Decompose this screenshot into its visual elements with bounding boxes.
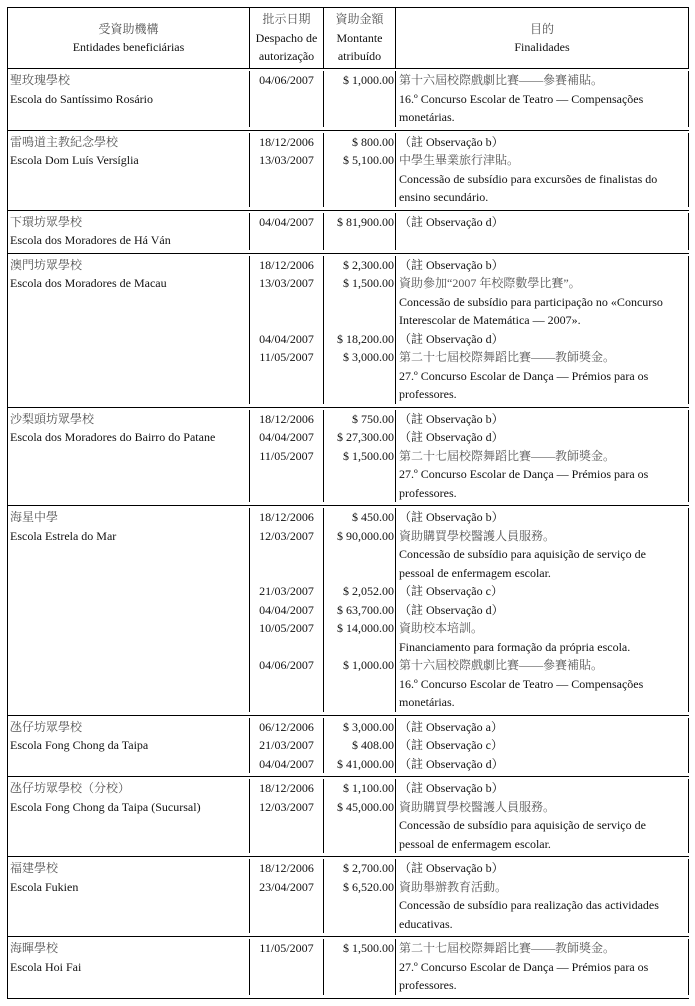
purpose-line: Concessão de subsídio para aquisição de serviço de — [399, 818, 646, 832]
header-purpose-pt: Finalidades — [514, 40, 570, 54]
amount: $ 450.00 — [352, 510, 394, 524]
authorization-date: 18/12/2006 — [259, 411, 314, 426]
date-cell — [250, 718, 324, 774]
authorization-date: 12/03/2007 — [259, 799, 314, 814]
table-row — [8, 857, 689, 937]
header-date-pt1: Despacho de — [255, 30, 318, 45]
purpose-line: pessoal de enfermagem escolar. — [399, 565, 551, 580]
purpose-line: 資助舉辦教育活動。 — [399, 879, 508, 894]
entity-name-pt: Escola dos Moradores de Macau — [10, 276, 167, 290]
table-header — [8, 8, 689, 69]
authorization-date: 04/06/2007 — [259, 73, 314, 87]
purpose-line: 第十六屆校際戲劇比賽——參賽補貼。 — [399, 73, 604, 87]
header-entity — [8, 8, 250, 68]
entity-cell — [8, 256, 250, 404]
table-row — [8, 777, 689, 857]
purpose-line: 中學生畢業旅行津貼。 — [399, 153, 520, 167]
purpose-cell — [396, 718, 689, 774]
authorization-date: 18/12/2006 — [259, 510, 314, 524]
authorization-date: 04/04/2007 — [259, 756, 314, 771]
amount: $ 41,000.00 — [337, 756, 394, 771]
entity-name-pt: Escola do Santíssimo Rosário — [10, 91, 153, 106]
purpose-line: （註 Observação b） — [399, 411, 504, 426]
authorization-date: 04/04/2007 — [259, 331, 314, 346]
authorization-date: 12/03/2007 — [259, 528, 314, 543]
amount: $ 1,500.00 — [343, 448, 394, 463]
entity-cell — [8, 213, 250, 250]
authorization-date: 10/05/2007 — [259, 621, 314, 635]
amount: $ 45,000.00 — [337, 799, 394, 814]
date-cell — [250, 213, 324, 250]
purpose-cell — [396, 71, 689, 127]
purpose-line: 第二十七屆校際舞蹈比賽——教師獎金。 — [399, 448, 616, 463]
header-amount-pt2: atribuído — [337, 49, 382, 64]
entity-cell — [8, 779, 250, 853]
amount-cell — [324, 718, 396, 774]
amount: $ 14,000.00 — [337, 621, 394, 635]
authorization-date: 13/03/2007 — [259, 153, 314, 167]
purpose-line: （註 Observação c） — [399, 584, 503, 598]
header-entity-zh: 受資助機構 — [98, 21, 159, 36]
entity-cell — [8, 71, 250, 127]
entity-name-zh: 海暉學校 — [10, 941, 59, 955]
table-row — [8, 131, 689, 211]
amount-cell — [324, 939, 396, 995]
purpose-line: Concessão de subsídio para excursões de finalistas do — [399, 171, 658, 186]
header-amount — [324, 8, 396, 68]
entity-cell — [8, 939, 250, 995]
purpose-line: （註 Observação b） — [399, 134, 504, 149]
entity-cell — [8, 133, 250, 207]
entity-cell — [8, 718, 250, 774]
purpose-line: ensino secundário. — [399, 190, 489, 204]
amount: $ 27,300.00 — [337, 430, 394, 444]
table-row — [8, 937, 689, 999]
header-entity-pt: Entidades beneficiárias — [72, 40, 185, 54]
authorization-date: 21/03/2007 — [259, 584, 314, 598]
entity-name-zh: 雷鳴道主教紀念學校 — [10, 134, 119, 149]
authorization-date: 21/03/2007 — [259, 738, 314, 752]
date-cell — [250, 939, 324, 995]
table-row — [8, 506, 689, 716]
purpose-line: 16.º Concurso Escolar de Teatro — Compensações — [399, 91, 644, 106]
entity-name-zh: 氹仔坊眾學校 — [10, 719, 83, 734]
entity-name-zh: 氹仔坊眾學校（分校） — [10, 781, 131, 795]
purpose-line: 27.º Concurso Escolar de Dança — Prémios para os — [399, 467, 649, 481]
purpose-line: （註 Observação b） — [399, 257, 504, 272]
purpose-line: 資助校本培訓。 — [399, 621, 484, 635]
entity-name-pt: Escola Dom Luís Versíglia — [10, 153, 139, 167]
purpose-line: 16.º Concurso Escolar de Teatro — Compensações — [399, 676, 644, 691]
purpose-cell — [396, 939, 689, 995]
purpose-line: Financiamento para formação da própria escola. — [399, 639, 631, 654]
authorization-date: 11/05/2007 — [259, 350, 314, 364]
entity-name-pt: Escola Fukien — [10, 879, 79, 894]
purpose-line: （註 Observação d） — [399, 331, 504, 346]
entity-name-pt: Escola dos Moradores de Há Ván — [10, 233, 171, 247]
purpose-line: 第二十七屆校際舞蹈比賽——教師獎金。 — [399, 941, 616, 955]
purpose-line: Interescolar de Matemática — 2007». — [399, 313, 581, 327]
purpose-line: （註 Observação d） — [399, 756, 504, 771]
authorization-date: 18/12/2006 — [259, 257, 314, 272]
purpose-line — [399, 231, 688, 250]
purpose-line: （註 Observação d） — [399, 214, 504, 229]
amount-cell — [324, 859, 396, 933]
header-amount-pt1: Montante — [336, 30, 383, 45]
purpose-line: monetárias. — [399, 695, 455, 709]
date-cell — [250, 508, 324, 712]
amount: $ 1,000.00 — [343, 658, 394, 672]
date-cell — [250, 779, 324, 853]
amount-cell — [324, 256, 396, 404]
authorization-date: 23/04/2007 — [259, 879, 314, 894]
purpose-line: （註 Observação d） — [399, 430, 504, 444]
purpose-line: Concessão de subsídio para realização das actividades — [399, 898, 659, 912]
purpose-line: professores. — [399, 485, 457, 500]
date-cell — [250, 859, 324, 933]
authorization-date: 04/04/2007 — [259, 214, 314, 229]
entity-name-zh: 福建學校 — [10, 861, 59, 875]
purpose-line: （註 Observação d） — [399, 602, 504, 617]
authorization-date: 04/04/2007 — [259, 602, 314, 617]
date-cell — [250, 71, 324, 127]
purpose-cell — [396, 508, 689, 712]
purpose-cell — [396, 779, 689, 853]
amount: $ 800.00 — [352, 134, 394, 149]
entity-cell — [8, 508, 250, 712]
amount: $ 3,000.00 — [343, 719, 394, 734]
authorization-date: 18/12/2006 — [259, 861, 314, 875]
purpose-line: Concessão de subsídio para aquisição de serviço de — [399, 547, 646, 561]
entity-name-zh: 下環坊眾學校 — [10, 214, 83, 229]
amount: $ 6,520.00 — [343, 879, 394, 894]
purpose-cell — [396, 213, 689, 250]
amount-cell — [324, 133, 396, 207]
purpose-line: pessoal de enfermagem escolar. — [399, 836, 551, 851]
authorization-date: 04/04/2007 — [259, 430, 314, 444]
purpose-line: 第二十七屆校際舞蹈比賽——教師獎金。 — [399, 350, 616, 364]
table-row — [8, 716, 689, 778]
amount: $ 1,100.00 — [343, 781, 394, 795]
purpose-line: 27.º Concurso Escolar de Dança — Prémios para os — [399, 959, 649, 974]
date-cell — [250, 410, 324, 503]
entity-cell — [8, 859, 250, 933]
amount-cell — [324, 410, 396, 503]
authorization-date: 04/06/2007 — [259, 658, 314, 672]
amount: $ 408.00 — [352, 738, 394, 752]
purpose-line: 27.º Concurso Escolar de Dança — Prémios para os — [399, 368, 649, 383]
purpose-line: 資助購買學校醫護人員服務。 — [399, 799, 556, 814]
header-date — [250, 8, 324, 68]
amount: $ 63,700.00 — [337, 602, 394, 617]
header-amount-zh: 資助金額 — [335, 12, 384, 27]
amount: $ 2,300.00 — [343, 257, 394, 272]
amount: $ 90,000.00 — [337, 528, 394, 543]
purpose-line: 資助購買學校醫護人員服務。 — [399, 528, 556, 543]
amount-cell — [324, 508, 396, 712]
authorization-date: 18/12/2006 — [259, 781, 314, 795]
purpose-cell — [396, 256, 689, 404]
purpose-cell — [396, 133, 689, 207]
authorization-date: 06/12/2006 — [259, 719, 314, 734]
header-date-zh: 批示日期 — [262, 12, 311, 27]
purpose-line: professores. — [399, 978, 457, 992]
purpose-line: （註 Observação b） — [399, 861, 504, 875]
entity-name-zh: 澳門坊眾學校 — [10, 257, 83, 272]
amount: $ 2,700.00 — [343, 861, 394, 875]
purpose-line: professores. — [399, 387, 457, 401]
entity-name-pt: Escola Estrela do Mar — [10, 528, 117, 543]
purpose-line: monetárias. — [399, 110, 455, 124]
authorization-date: 13/03/2007 — [259, 276, 314, 290]
purpose-line: educativas. — [399, 916, 453, 931]
amount-cell — [324, 71, 396, 127]
entity-name-zh: 海星中學 — [10, 510, 59, 524]
entity-name-pt: Escola Fong Chong da Taipa (Sucursal) — [10, 799, 201, 814]
purpose-line: （註 Observação b） — [399, 781, 504, 795]
amount: $ 5,100.00 — [343, 153, 394, 167]
table-row — [8, 69, 689, 131]
amount: $ 3,000.00 — [343, 350, 394, 364]
table-row — [8, 211, 689, 254]
header-purpose — [396, 8, 689, 68]
purpose-line: （註 Observação c） — [399, 738, 503, 752]
header-date-pt2: autorização — [258, 49, 315, 64]
header-purpose-zh: 目的 — [529, 21, 554, 36]
entity-cell — [8, 410, 250, 503]
entity-name-zh: 聖玫瑰學校 — [10, 73, 71, 87]
amount: $ 18,200.00 — [337, 331, 394, 346]
purpose-line: Concessão de subsídio para participação no «Concurso — [399, 294, 663, 309]
date-cell — [250, 256, 324, 404]
amount: $ 81,900.00 — [337, 214, 394, 229]
amount: $ 1,000.00 — [343, 73, 394, 87]
purpose-line: 第十六屆校際戲劇比賽——參賽補貼。 — [399, 658, 604, 672]
authorization-date: 11/05/2007 — [259, 448, 314, 463]
entity-name-pt: Escola Hoi Fai — [10, 959, 82, 974]
authorization-date: 11/05/2007 — [259, 941, 314, 955]
date-cell — [250, 133, 324, 207]
table-row — [8, 254, 689, 408]
purpose-line: 資助參加“2007 年校際數學比賽”。 — [399, 276, 581, 290]
amount: $ 2,052.00 — [343, 584, 394, 598]
purpose-cell — [396, 859, 689, 933]
amount-cell — [324, 213, 396, 250]
purpose-line: （註 Observação b） — [399, 510, 504, 524]
subsidy-table — [7, 7, 689, 999]
table-body — [8, 69, 689, 999]
authorization-date: 18/12/2006 — [259, 134, 314, 149]
entity-name-pt: Escola Fong Chong da Taipa — [10, 738, 149, 752]
amount: $ 1,500.00 — [343, 276, 394, 290]
purpose-line: （註 Observação a） — [399, 719, 503, 734]
amount: $ 1,500.00 — [343, 941, 394, 955]
entity-name-pt: Escola dos Moradores do Bairro do Patane — [10, 430, 216, 444]
amount-cell — [324, 779, 396, 853]
purpose-cell — [396, 410, 689, 503]
amount: $ 750.00 — [352, 411, 394, 426]
table-row — [8, 408, 689, 507]
entity-name-zh: 沙梨頭坊眾學校 — [10, 411, 95, 426]
